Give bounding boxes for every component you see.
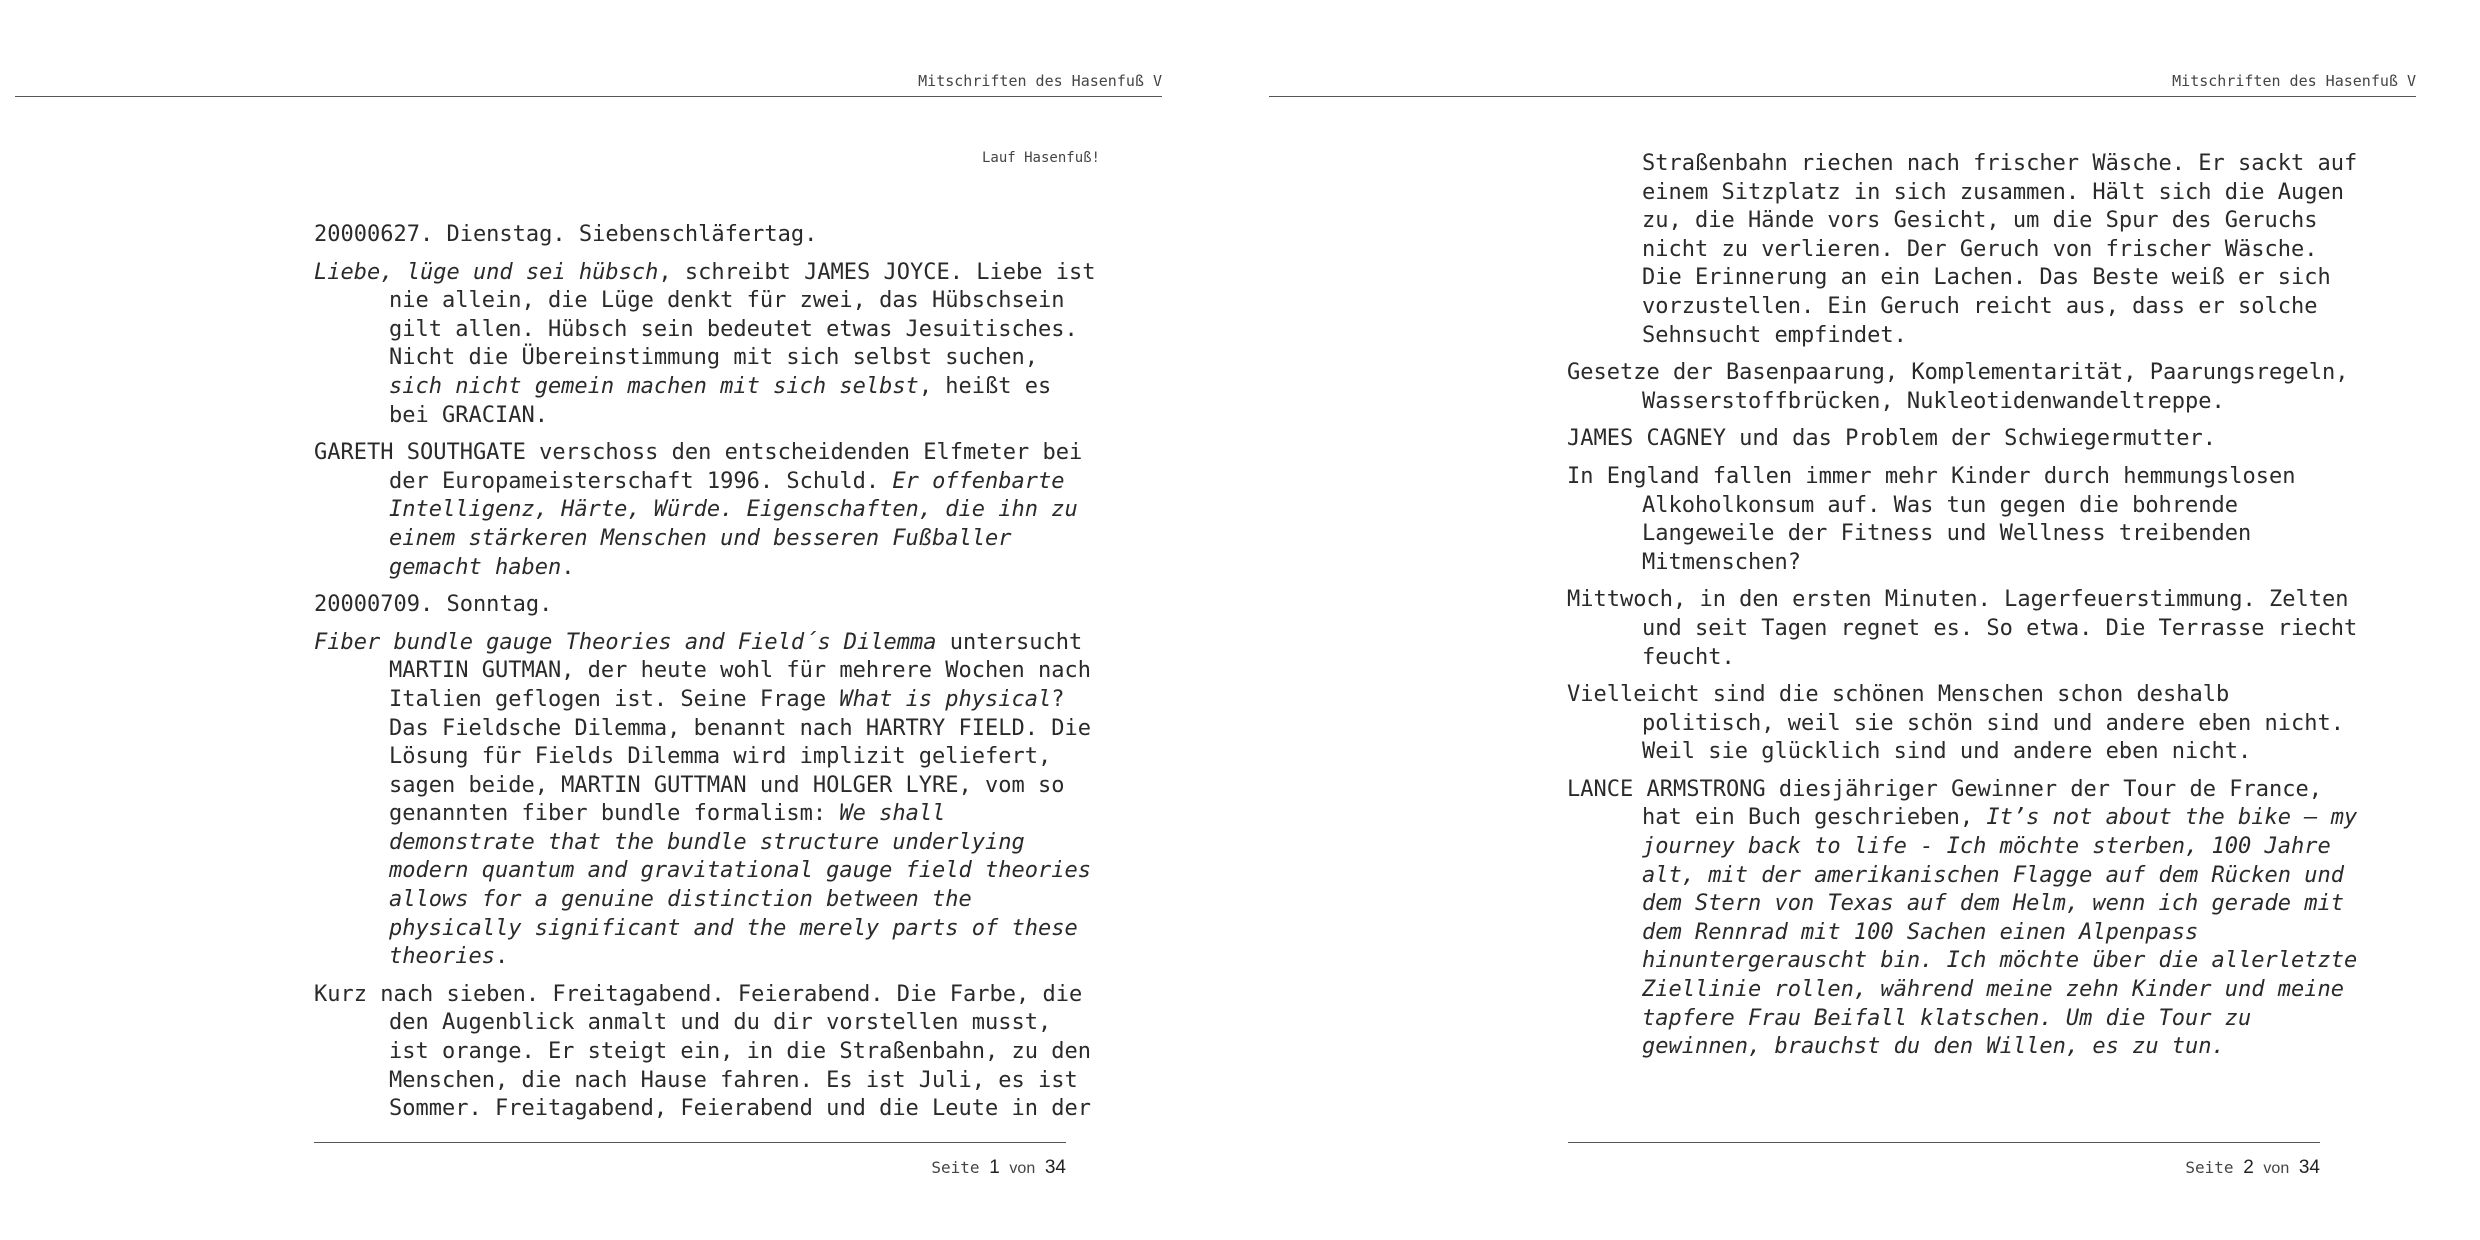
text-segment: . — [494, 944, 509, 970]
paragraph-england: In England fallen immer mehr Kinder durch hemmungslosen Alkoholkonsum auf. Was tun gegen die bohrende Langeweile der Fitness und Wellness treibenden Mitmenschen? — [1567, 463, 2296, 575]
paragraph-continuation: Straßenbahn riechen nach frischer Wäsche. Er sackt auf einem Sitzplatz in sich zusammen. Hält sich die Augen zu, die Hände vors Gesicht, um die Spur des Geruchs nicht zu verlieren. Der Geruch von frischer Wäsche. Die Erinnerung an ein Lachen. Das Beste weiß er sich vorzustellen. Ein Geruch reicht aus, dass er solche Sehnsucht empfindet. — [1642, 151, 2358, 348]
paragraph-cagney: JAMES CAGNEY und das Problem der Schwiegermutter. — [1567, 426, 2217, 452]
italic-text: sich nicht gemein machen mit sich selbst — [389, 373, 919, 399]
footer-seite: Seite — [2185, 1158, 2234, 1177]
footer-von: von — [2263, 1160, 2290, 1177]
text-segment: untersucht MARTIN GUTMAN, der heute wohl für mehrere Wochen nach Italien geflogen ist. Seine Frage — [389, 629, 1091, 712]
paragraph-fiber-bundle — [314, 629, 1104, 972]
page-right — [1254, 0, 2430, 1240]
running-header: Mitschriften des Hasenfuß V — [15, 72, 1162, 97]
text-segment: ? Das Fieldsche Dilemma, benannt nach HARTRY FIELD. Die Lösung für Fields Dilemma wird implizit geliefert, sagen beide, MARTIN GUTTMAN und HOLGER LYRE, vom so genannten fiber bundle formalism: — [389, 686, 1091, 827]
italic-text: Liebe, lüge und sei hübsch — [314, 259, 659, 285]
page-number: 1 — [989, 1157, 1000, 1178]
footer-seite: Seite — [931, 1158, 980, 1177]
paragraph-date: 20000627. Dienstag. Siebenschläfertag. — [314, 222, 818, 247]
footer-von: von — [1009, 1160, 1036, 1177]
running-header: Mitschriften des Hasenfuß V — [1269, 72, 2416, 97]
page-left — [0, 0, 1176, 1240]
paragraph-schoene-menschen: Vielleicht sind die schönen Menschen schon deshalb politisch, weil sie schön sind und andere eben nicht. Weil sie glücklich sind und andere eben nicht. — [1567, 682, 2344, 765]
page-body — [314, 221, 1104, 1133]
italic-text: It’s not about the bike – my journey back to life - Ich möchte sterben, 100 Jahre alt, mit der amerikanischen Flagge auf dem Rücken und dem Stern von Texas auf dem Helm, wenn ich gerade mit dem Rennrad mit 100 Sachen einen Alpenpass hinuntergerauscht bin. Ich möchte über die allerletzte Ziellinie rollen, während meine zehn Kinder und meine tapfere Frau Beifall klatschen. Um die Tour zu gewinnen, brauchst du den Willen, es zu tun. — [1642, 805, 2358, 1060]
page-body — [1567, 150, 2367, 1071]
page-total: 34 — [1044, 1157, 1066, 1178]
page-number: 2 — [2243, 1157, 2254, 1178]
text-segment: . — [561, 554, 575, 580]
paragraph-strassenbahn: Kurz nach sieben. Freitagabend. Feierabend. Die Farbe, die den Augenblick anmalt und du dir vorstellen musst, ist orange. Er steigt ein, in die Straßenbahn, zu den Menschen, die nach Hause fahren. Es ist Juli, es ist Sommer. Freitagabend, Feierabend und die Leute in der — [314, 981, 1091, 1122]
italic-text: Fiber bundle gauge Theories and Field´s Dilemma — [314, 629, 937, 655]
text-segment: , heißt es bei GRACIAN. — [389, 373, 1052, 428]
text-segment: , schreibt JAMES JOYCE. Liebe ist nie allein, die Lüge denkt für zwei, das Hübschsein gilt allen. Hübsch sein bedeutet etwas Jesuitisches. Nicht die Übereinstimmung mit sich selbst suchen, — [389, 259, 1096, 371]
italic-text: What is physical — [839, 686, 1052, 712]
paragraph-basenpaarung: Gesetze der Basenpaarung, Komplementarität, Paarungsregeln, Wasserstoffbrücken, Nukleotidenwandeltreppe. — [1567, 360, 2349, 414]
paragraph-southgate — [314, 439, 1104, 582]
page-footer — [314, 1142, 1066, 1179]
paragraph-date: 20000709. Sonntag. — [314, 592, 553, 618]
text-segment: LANCE ARMSTRONG diesjähriger Gewinner der Tour de France, hat ein Buch geschrieben, — [1567, 776, 2322, 831]
paragraph-joyce — [314, 259, 1104, 431]
text-segment: GARETH SOUTHGATE verschoss den entscheidenden Elfmeter bei der Europameisterschaft 1996. Schuld. — [314, 440, 1083, 494]
page-total: 34 — [2298, 1157, 2320, 1178]
page-footer — [1568, 1142, 2320, 1179]
paragraph-mittwoch: Mittwoch, in den ersten Minuten. Lagerfeuerstimmung. Zelten und seit Tagen regnet es. So etwa. Die Terrasse riecht feucht. — [1567, 587, 2358, 670]
italic-text: We shall demonstrate that the bundle structure underlying modern quantum and gravitational gauge field theories allows for a genuine distinction between the physically significant and the merely parts of these theories — [389, 801, 1091, 970]
paragraph-armstrong — [1567, 776, 2367, 1062]
motto: Lauf Hasenfuß! — [981, 150, 1100, 166]
italic-text: Er offenbarte Intelligenz, Härte, Würde. Eigenschaften, die ihn zu einem stärkeren Menschen und besseren Fußballer gemacht haben — [389, 468, 1078, 580]
